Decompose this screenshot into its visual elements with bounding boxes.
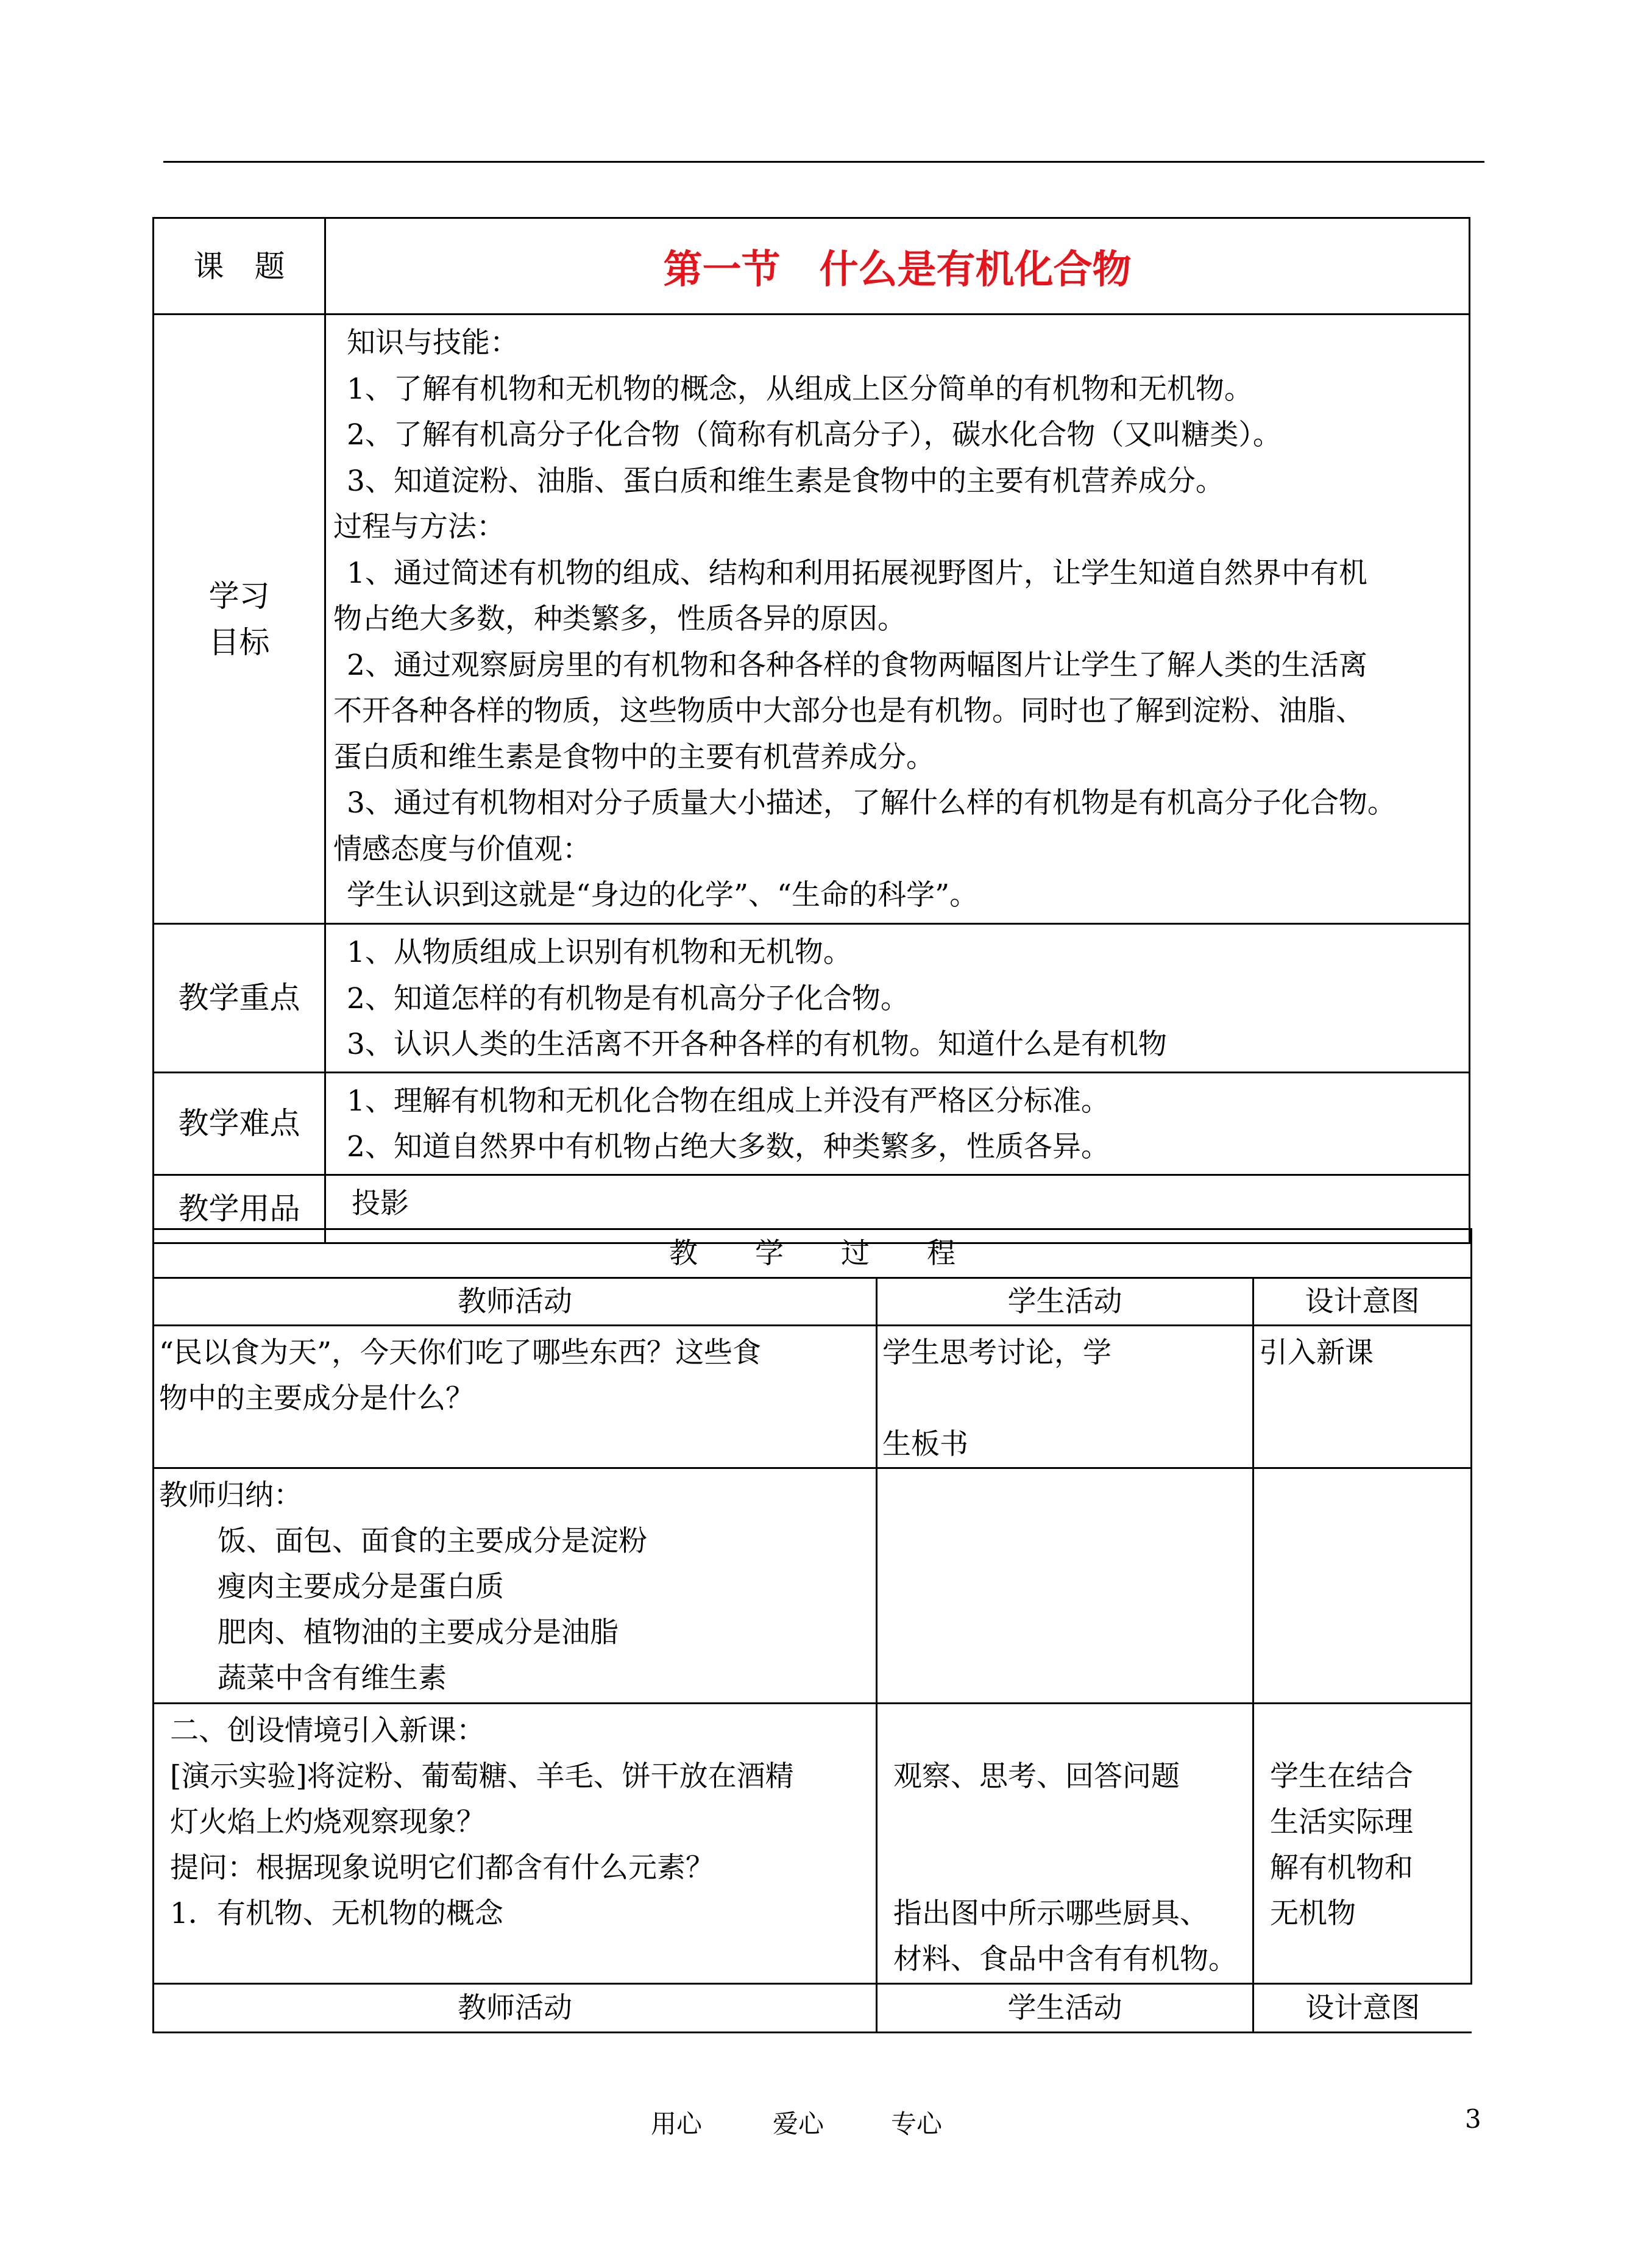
key-points-content (325, 924, 1470, 1073)
difficulty-line: 1、理解有机物和无机化合物在组成上并没有严格区分标准。 (347, 1084, 1110, 1118)
student-activity-cell (877, 1704, 1253, 1984)
key-points-label: 教学重点 (154, 924, 325, 1073)
difficulties-label: 教学难点 (154, 1072, 325, 1175)
intent-line: 引入新课 (1259, 1336, 1374, 1370)
teacher-line: 二、创设情境引入新课： (170, 1714, 485, 1747)
student-line: 观察、思考、回答问题 (893, 1760, 1180, 1793)
objective-line: 不开各种各样的物质，这些物质中大部分也是有机物。同时也了解到淀粉、油脂、 (333, 694, 1364, 728)
student-activity-cell (877, 1326, 1253, 1468)
teacher-activity-cell (154, 1704, 877, 1984)
student-line (893, 1845, 1247, 1891)
design-intent-header: 设计意图 (1253, 1278, 1472, 1326)
objective-line: 物占绝大多数，种类繁多，性质各异的原因。 (333, 602, 906, 636)
intent-line: 解有机物和 (1270, 1851, 1413, 1885)
header-rule (163, 161, 1484, 163)
difficulty-line: 2、知道自然界中有机物占绝大多数，种类繁多，性质各异。 (347, 1130, 1110, 1164)
topic-label: 课 题 (154, 218, 325, 315)
student-line: 生板书 (882, 1427, 968, 1461)
teacher-line: 灯火焰上灼烧观察现象？ (170, 1805, 485, 1839)
topic-row (154, 218, 1470, 315)
column-header-row (154, 1278, 1472, 1326)
intent-line: 无机物 (1270, 1897, 1356, 1930)
footer-motto-2: 爱心 (773, 2109, 824, 2139)
key-point-line: 1、从物质组成上识别有机物和无机物。 (347, 936, 852, 969)
design-intent-header: 设计意图 (1253, 1984, 1472, 2033)
design-intent-cell (1253, 1468, 1472, 1704)
student-line: 材料、食品中含有有机物。 (893, 1943, 1237, 1976)
student-activity-cell (877, 1468, 1253, 1704)
difficulties-content (325, 1072, 1470, 1175)
objectives-label-line: 目标 (208, 624, 270, 660)
objectives-label (154, 315, 325, 924)
teacher-line: “民以食为天”，今天你们吃了哪些东西？这些食 (159, 1336, 762, 1370)
teacher-activity-cell (154, 1326, 877, 1468)
teacher-activity-header: 教师活动 (154, 1984, 877, 2033)
objective-line: 情感态度与价值观： (333, 832, 591, 866)
student-line: 指出图中所示哪些厨具、 (893, 1897, 1208, 1930)
teacher-summary-title: 教师归纳： (159, 1479, 302, 1512)
design-intent-cell (1253, 1326, 1472, 1468)
objective-line: 1、通过简述有机物的组成、结构和利用拓展视野图片，让学生知道自然界中有机 (347, 556, 1367, 590)
student-line (882, 1376, 1247, 1421)
page-number: 3 (1465, 2104, 1481, 2134)
objective-line: 过程与方法： (333, 510, 505, 544)
materials-label: 教学用品 (154, 1175, 325, 1243)
process-row (154, 1468, 1472, 1704)
intent-line (1270, 1708, 1466, 1754)
column-footer-row (154, 1984, 1472, 2033)
lesson-title: 第一节 什么是有机化合物 (325, 218, 1470, 315)
objective-line: 蛋白质和维生素是食物中的主要有机营养成分。 (333, 740, 935, 774)
key-point-line: 3、认识人类的生活离不开各种各样的有机物。知道什么是有机物 (347, 1028, 1167, 1061)
teacher-line: 瘦肉主要成分是蛋白质 (218, 1570, 504, 1604)
intent-line: 生活实际理 (1270, 1805, 1413, 1839)
objective-line: 1、了解有机物和无机物的概念，从组成上区分简单的有机物和无机物。 (347, 372, 1253, 406)
design-intent-cell (1253, 1704, 1472, 1984)
objectives-label-line: 学习 (208, 578, 270, 614)
objective-line: 知识与技能： (347, 326, 519, 360)
teacher-activity-cell (154, 1468, 877, 1704)
process-heading: 教 学 过 程 (154, 1229, 1472, 1278)
objective-line: 3、知道淀粉、油脂、蛋白质和维生素是食物中的主要有机营养成分。 (347, 464, 1224, 498)
student-activity-header: 学生活动 (877, 1278, 1253, 1326)
teacher-activity-header: 教师活动 (154, 1278, 877, 1326)
objective-line: 2、了解有机高分子化合物（简称有机高分子），碳水化合物（又叫糖类）。 (347, 418, 1282, 452)
materials-value: 投影 (352, 1186, 409, 1220)
footer-motto-1: 用心 (651, 2109, 703, 2139)
footer-motto-3: 专心 (891, 2109, 943, 2139)
process-row (154, 1326, 1472, 1468)
objectives-content (325, 315, 1470, 924)
teacher-line: 肥肉、植物油的主要成分是油脂 (218, 1616, 619, 1649)
objective-line: 学生认识到这就是“身边的化学”、“生命的科学”。 (347, 878, 979, 912)
teacher-line: 物中的主要成分是什么？ (159, 1382, 474, 1415)
student-line (893, 1708, 1247, 1754)
student-line (893, 1799, 1247, 1845)
difficulties-row (154, 1072, 1470, 1175)
objectives-row (154, 315, 1470, 924)
teacher-line: 饭、面包、面食的主要成分是淀粉 (218, 1524, 647, 1558)
process-row (154, 1704, 1472, 1984)
teacher-line: 蔬菜中含有维生素 (218, 1662, 447, 1695)
process-heading-row (154, 1229, 1472, 1278)
key-point-line: 2、知道怎样的有机物是有机高分子化合物。 (347, 981, 909, 1015)
teacher-line: 提问：根据现象说明它们都含有什么元素？ (170, 1851, 714, 1885)
lesson-info-table (152, 217, 1470, 1244)
intent-line: 学生在结合 (1270, 1760, 1413, 1793)
student-activity-header: 学生活动 (877, 1984, 1253, 2033)
student-line: 学生思考讨论，学 (882, 1336, 1112, 1370)
teaching-process-table (152, 1228, 1472, 2033)
teacher-line: [演示实验]将淀粉、葡萄糖、羊毛、饼干放在酒精 (170, 1760, 794, 1793)
objective-line: 2、通过观察厨房里的有机物和各种各样的食物两幅图片让学生了解人类的生活离 (347, 648, 1367, 682)
teacher-line: 1．有机物、无机物的概念 (170, 1897, 503, 1930)
key-points-row (154, 924, 1470, 1073)
objective-line: 3、通过有机物相对分子质量大小描述，了解什么样的有机物是有机高分子化合物。 (347, 786, 1396, 820)
